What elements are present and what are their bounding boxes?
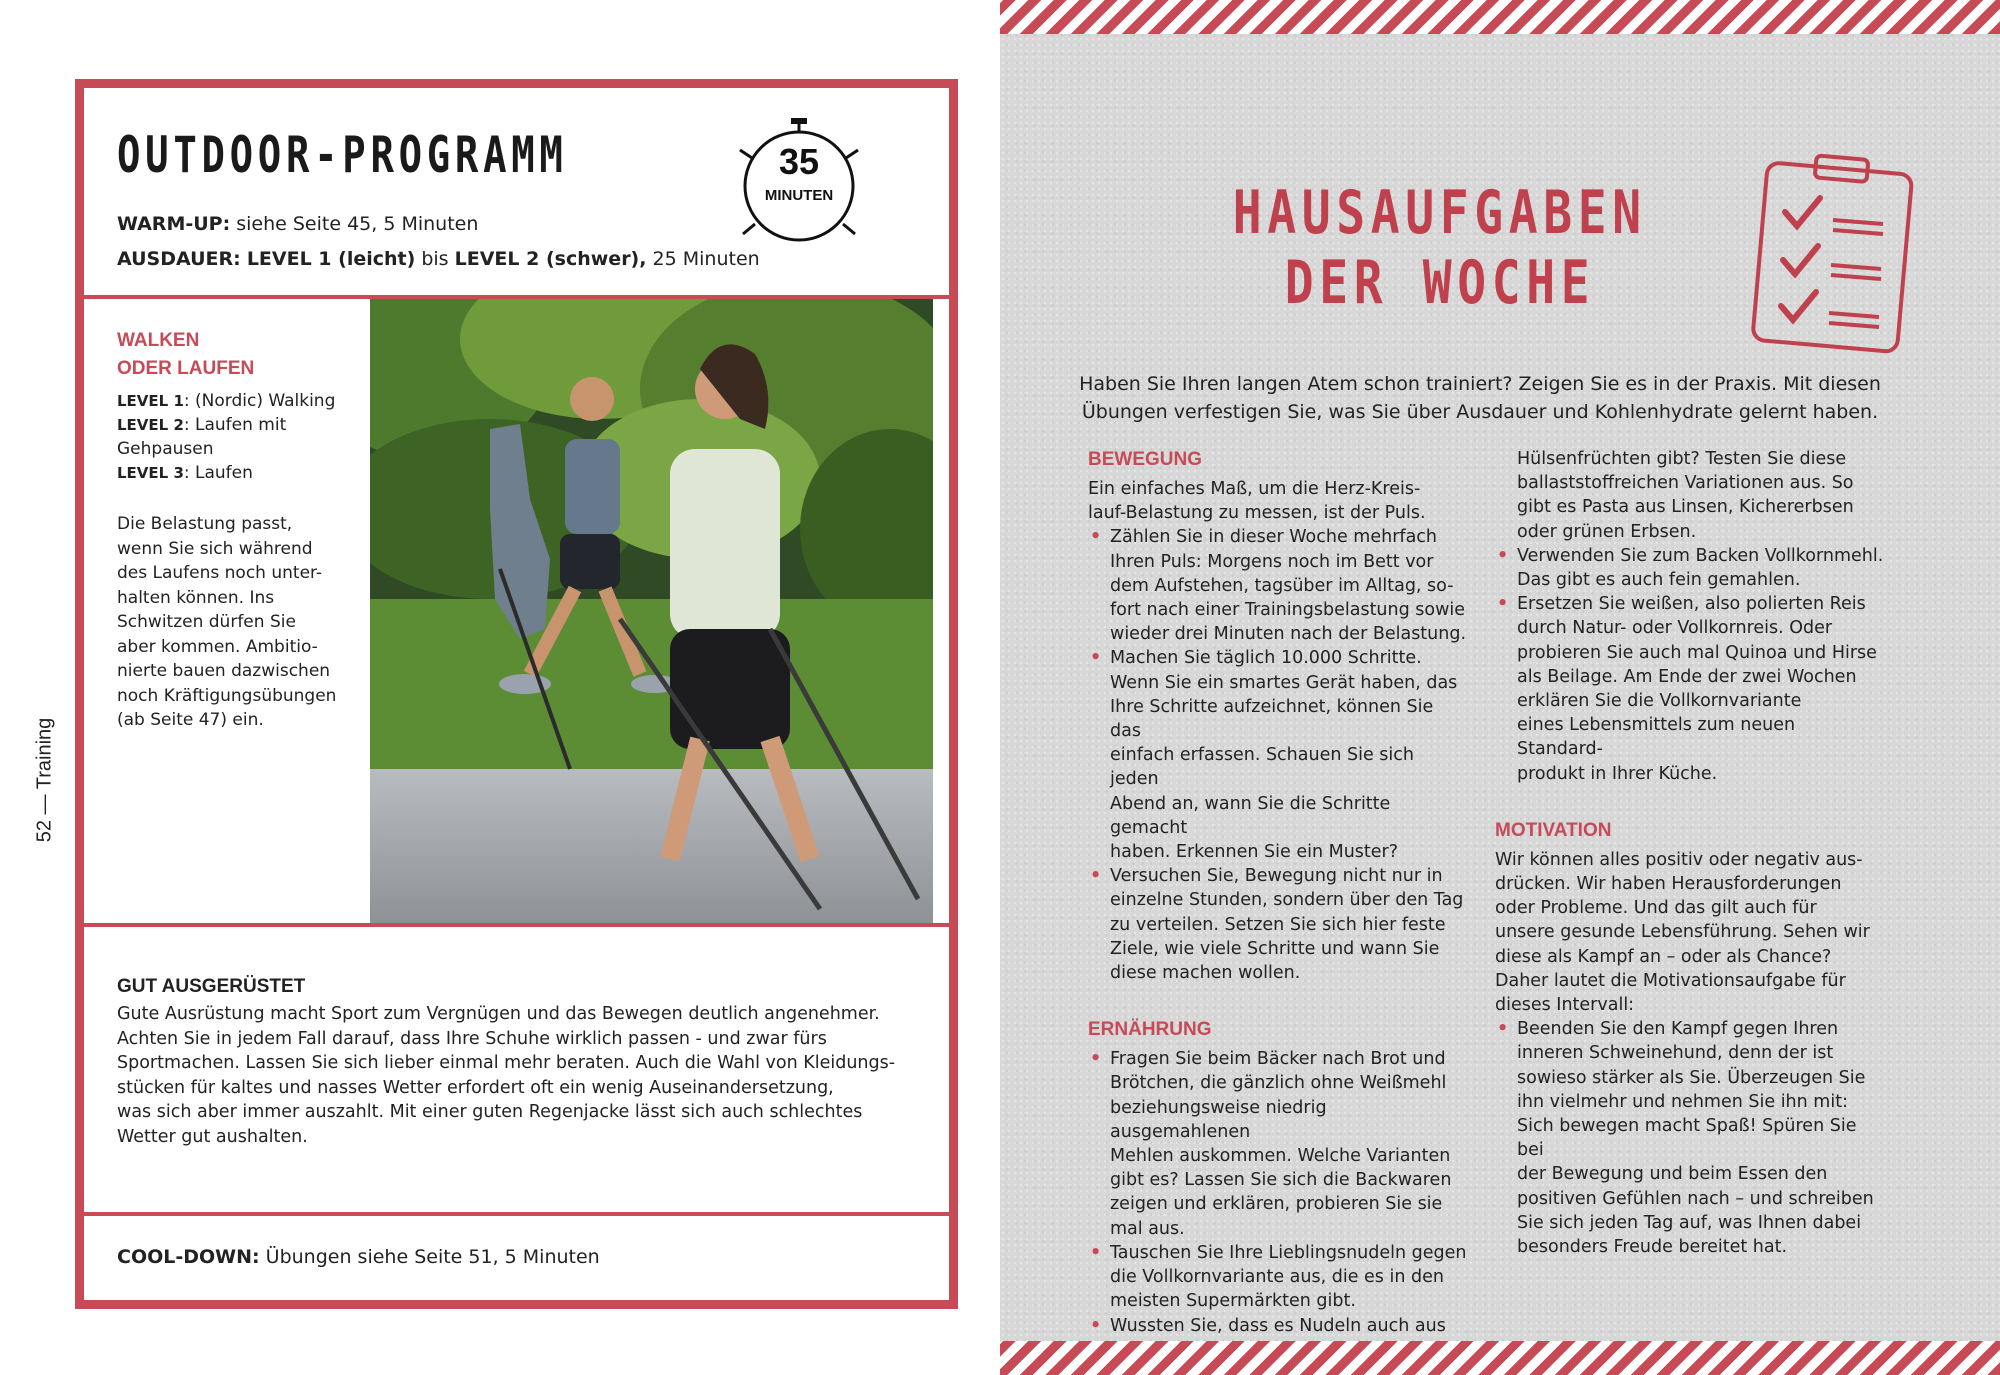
page-number-label: 52 — Training — [33, 717, 56, 843]
left-column: BEWEGUNG Ein einfaches Maß, um die Herz-Kreis- lauf-Belastung zu messen, ist der Puls. • Zählen Sie in dieser Woche mehrfach Ihren Puls: Morgens noch im Bett vor dem Aufstehen, tagsüber im Alltag, so- fort nach einer Trainingsbelastung sowie wieder drei Minuten nach der Belastung. • Machen Sie täglich 10.000 Schritte. Wenn Sie ein smartes Gerät haben, das Ihre Schritte aufzeichnet, können Sie das einfach erfassen. Schauen Sie sich jeden Abend an, wann Sie die Schritte gemacht haben. Erkennen Sie ein Muster? • Versuchen Sie, Bewegung nicht nur in einzelne Stunden, sondern über den Tag zu verteilen. Setzen Sie sich hier feste Ziele, wie viele Schritte und wann Sie diese machen wollen. ERNÄHRUNG • Fragen Sie beim Bäcker nach Brot und Brötchen, die gänzlich ohne Weißmehl beziehungsweise niedrig ausgemahlenen Mehlen auskommen. Welche Varianten gibt es? Lassen Sie sich die Backwaren zeigen und erklären, probieren Sie sie mal aus. • Tauschen Sie Ihre Lieblingsnudeln gegen die Vollkornvariante aus, die es in den meisten Supermärkten gibt. • Wussten Sie, dass es Nudeln auch aus — [1088, 447, 1468, 1338]
list-item: • Tauschen Sie Ihre Lieblingsnudeln gegen die Vollkornvariante aus, die es in den meisten Supermärkten gibt. — [1088, 1241, 1468, 1314]
continued-item: Hülsenfrüchten gibt? Testen Sie diese ballaststoffreichen Variationen aus. So gibt es Pasta aus Linsen, Kichererbsen oder grünen Erbsen. — [1517, 449, 1854, 542]
cooldown-line: COOL-DOWN: Übungen siehe Seite 51, 5 Minuten — [117, 1246, 600, 1268]
load-description: Die Belastung passt, wenn Sie sich während des Laufens noch unter- halten können. Ins Schwitzen dürfen Sie aber kommen. Ambitio- nierte bauen dazwischen noch Kräftigungsübungen (ab Seite 47) ein. — [117, 514, 337, 730]
level-item: Gehpausen — [117, 439, 214, 459]
clipboard-checklist-icon — [1745, 150, 1915, 360]
gear-heading: GUT AUSGERÜSTET — [117, 976, 306, 997]
level-list — [117, 389, 347, 485]
timer-minutes: 35 — [778, 141, 820, 182]
list-item: • Verwenden Sie zum Backen Vollkornmehl. Das gibt es auch fein gemahlen. — [1495, 544, 1885, 592]
homework-title: HAUSAUFGABEN DER WOCHE — [1232, 178, 1647, 318]
list-item: • Versuchen Sie, Bewegung nicht nur in einzelne Stunden, sondern über den Tag zu verteilen. Setzen Sie sich hier feste Ziele, wie viele Schritte und wann Sie diese machen wollen. — [1088, 864, 1468, 985]
list-item: • Machen Sie täglich 10.000 Schritte. Wenn Sie ein smartes Gerät haben, das Ihre Schritte aufzeichnet, können Sie das einfach erfassen. Schauen Sie sich jeden Abend an, wann Sie die Schritte gemacht haben. Erkennen Sie ein Muster? — [1088, 646, 1468, 864]
card-title: OUTDOOR-PROGRAMM — [117, 126, 568, 184]
bewegung-list — [1088, 525, 1468, 985]
intro-paragraph: Haben Sie Ihren langen Atem schon trainiert? Zeigen Sie es in der Praxis. Mit diesen Übungen verfestigen Sie, was Sie über Ausdauer und Kohlenhydrate gelernt haben. — [1079, 373, 1881, 423]
cooldown-section — [84, 1212, 949, 1304]
motivation-list — [1495, 1017, 1885, 1259]
outdoor-program-card — [75, 79, 958, 1309]
timer-unit: MINUTEN — [764, 187, 834, 204]
nordic-walking-photo — [370, 299, 933, 923]
list-item: • Ersetzen Sie weißen, also polierten Reis durch Natur- oder Vollkornreis. Oder probieren Sie auch mal Quinoa und Hirse als Beilage. Am Ende der zwei Wochen erklären Sie die Vollkornvariante eines Lebensmittels zum neuen Standard- produkt in Ihrer Küche. — [1495, 592, 1885, 786]
level-item: LEVEL 3: Laufen — [117, 463, 253, 483]
ausdauer-line: AUSDAUER: LEVEL 1 (leicht) bis LEVEL 2 (schwer), 25 Minuten — [117, 248, 760, 270]
stopwatch-icon — [734, 113, 864, 258]
walking-heading: WALKEN ODER LAUFEN — [117, 330, 255, 379]
walking-section — [84, 299, 949, 927]
ernaehrung-list — [1088, 1047, 1468, 1337]
card-header — [84, 88, 949, 299]
right-page — [1000, 0, 2000, 1375]
list-item: • Wussten Sie, dass es Nudeln auch aus — [1088, 1314, 1468, 1338]
list-item: • Zählen Sie in dieser Woche mehrfach Ihren Puls: Morgens noch im Bett vor dem Aufstehen, tagsüber im Alltag, so- fort nach einer Trainingsbelastung sowie wieder drei Minuten nach der Belastung. — [1088, 525, 1468, 646]
warmup-line: WARM-UP: siehe Seite 45, 5 Minuten — [117, 213, 479, 235]
level-item: LEVEL 1: (Nordic) Walking — [117, 391, 336, 411]
bottom-stripe-border — [1000, 1341, 2000, 1375]
gear-paragraph: Gute Ausrüstung macht Sport zum Vergnügen und das Bewegen deutlich angenehmer. Achten Sie in jedem Fall darauf, dass Ihre Schuhe wirklich passen - und zwar fürs Sportmachen. Lassen Sie sich lieber einmal mehr beraten. Auch die Wahl von Kleidungs- stücken für kaltes und nasses Wetter erfordert oft ein wenig Auseinandersetzung, was sich aber immer auszahlt. Mit einer guten Regenjacke lässt sich auch schlechtes Wetter gut aushalten. — [117, 1004, 896, 1147]
list-item: • Beenden Sie den Kampf gegen Ihren inneren Schweinehund, denn der ist sowieso stärker als Sie. Überzeugen Sie ihn vielmehr und nehmen Sie ihn mit: Sich bewegen macht Spaß! Spüren Sie bei der Bewegung und beim Essen den positiven Gefühlen nach – und schreiben Sie sich jeden Tag auf, was Ihnen dabei besonders Freude bereitet hat. — [1495, 1017, 1885, 1259]
right-column: Hülsenfrüchten gibt? Testen Sie diese ballaststoffreichen Variationen aus. So gibt es Pasta aus Linsen, Kichererbsen oder grünen Erbsen. • Verwenden Sie zum Backen Vollkornmehl. Das gibt es auch fein gemahlen. • Ersetzen Sie weißen, also polierten Reis durch Natur- oder Vollkornreis. Oder probieren Sie auch mal Quinoa und Hirse als Beilage. Am Ende der zwei Wochen erklären Sie die Vollkornvariante eines Lebensmittels zum neuen Standard- produkt in Ihrer Küche. MOTIVATION Wir können alles positiv oder negativ aus- drücken. Wir haben Herausforderungen oder Probleme. Und das gilt auch für unsere gesunde Lebensführung. Sehen wir diese als Kampf an – oder als Chance? Daher lautet die Motivationsaufgabe für dieses Intervall: • Beenden Sie den Kampf gegen Ihren inneren Schweinehund, denn der ist sowieso stärker als Sie. Überzeugen Sie ihn vielmehr und nehmen Sie ihn mit: Sich bewegen macht Spaß! Spüren Sie bei der Bewegung und beim Essen den positiven Gefühlen nach – und schreiben Sie sich jeden Tag auf, was Ihnen dabei besonders Freude bereitet hat. — [1495, 447, 1885, 1259]
level-item: LEVEL 2: Laufen mit — [117, 415, 287, 435]
ernaehrung-list-continued — [1495, 544, 1885, 786]
bewegung-heading: BEWEGUNG — [1088, 449, 1202, 470]
list-item: • Fragen Sie beim Bäcker nach Brot und Brötchen, die gänzlich ohne Weißmehl beziehungsweise niedrig ausgemahlenen Mehlen auskommen. Welche Varianten gibt es? Lassen Sie sich die Backwaren zeigen und erklären, probieren Sie sie mal aus. — [1088, 1047, 1468, 1241]
ernaehrung-heading: ERNÄHRUNG — [1088, 1019, 1212, 1041]
motivation-heading: MOTIVATION — [1495, 819, 1612, 841]
top-stripe-border — [1000, 0, 2000, 34]
